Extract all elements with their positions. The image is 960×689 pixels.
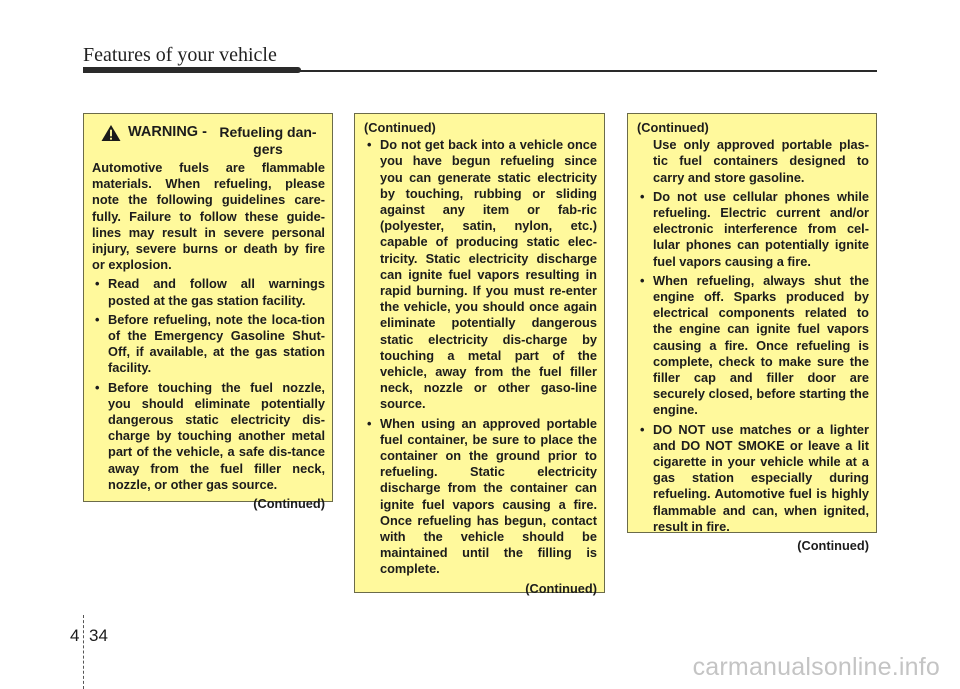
list-item: • DO NOT use matches or a lighter and DO NOT SMOKE or leave a lit cigarette in your vehicle while at a gas station especially during refueling. Automotive fuel is highly flammable and can, when ignited, result in fire. <box>637 422 869 535</box>
list-item: • Before refueling, note the loca-tion of the Emergency Gasoline Shut-Off, if available, at the gas station facility. <box>92 312 325 377</box>
warning-box-refueling <box>83 113 333 512</box>
warning-intro: Automotive fuels are flammable materials. When refueling, please note the following guidelines care-fully. Failure to follow these guide-lines may result in severe personal injury, severe burns or death by fire or explosion. <box>92 160 325 273</box>
list-item: • Do not get back into a vehicle once you have begun refueling since you can generate static electricity by touching, rubbing or sliding against any item or fab-ric (polyester, satin, nylon, etc.) capable of producing static elec-tricity. Static electricity discharge can ignite fuel vapors resulting in rapid burning. If you must re-enter the vehicle, you should once again eliminate potentially dangerous static electricity dis-charge by touching a metal part of the vehicle, away from the fuel filler neck, nozzle or other gaso-line source. <box>364 137 597 412</box>
continued-label: (Continued) <box>797 538 869 554</box>
footer-divider <box>83 615 84 689</box>
warning-triangle-icon <box>100 124 122 142</box>
warning-title: Refueling dan-gers <box>219 124 317 157</box>
continued-paragraph: Use only approved portable plas-tic fuel containers designed to carry and store gasoline. <box>653 137 869 185</box>
list-item: • When refueling, always shut the engine off. Sparks produced by electrical components related to the engine can ignite fuel vapors causing a fire. Once refueling is complete, check to make sure the filler cap and filler door are securely closed, before starting the engine. <box>637 273 869 419</box>
header-rule-thin <box>296 70 877 72</box>
warning-bullet-list <box>637 189 869 535</box>
list-item: • Read and follow all warnings posted at the gas station facility. <box>92 276 325 308</box>
page-number: 34 <box>89 626 108 645</box>
continued-label: (Continued) <box>253 496 325 512</box>
warning-label: WARNING - <box>128 124 207 140</box>
watermark: carmanualsonline.info <box>692 653 940 681</box>
warning-box-continued-1 <box>354 113 605 596</box>
continued-label: (Continued) <box>525 580 597 596</box>
chapter-number: 4 <box>70 626 80 645</box>
warning-bullet-list <box>364 137 597 577</box>
warning-heading <box>92 122 325 158</box>
page-header-title: Features of your vehicle <box>83 44 277 66</box>
list-item: • Do not use cellular phones while refueling. Electric current and/or electronic interference from cel-lular phones can potentially ignite fuel vapors causing a fire. <box>637 189 869 270</box>
list-item: • When using an approved portable fuel container, be sure to place the container on the ground prior to refueling. Static electricity discharge from the container can ignite fuel vapors causing a fire. Once refueling has begun, contact with the vehicle should be maintained until the filling is complete. <box>364 416 597 578</box>
warning-box-continued-2 <box>627 113 877 554</box>
continued-label-top: (Continued) <box>637 120 709 135</box>
list-item: • Before touching the fuel nozzle, you should eliminate potentially dangerous static electricity dis-charge by touching another metal part of the vehicle, a safe dis-tance away from the fuel filler neck, nozzle, or other gas source. <box>92 380 325 493</box>
header-rule-thick <box>83 67 301 73</box>
warning-bullet-list <box>92 276 325 493</box>
continued-label-top: (Continued) <box>364 120 436 135</box>
